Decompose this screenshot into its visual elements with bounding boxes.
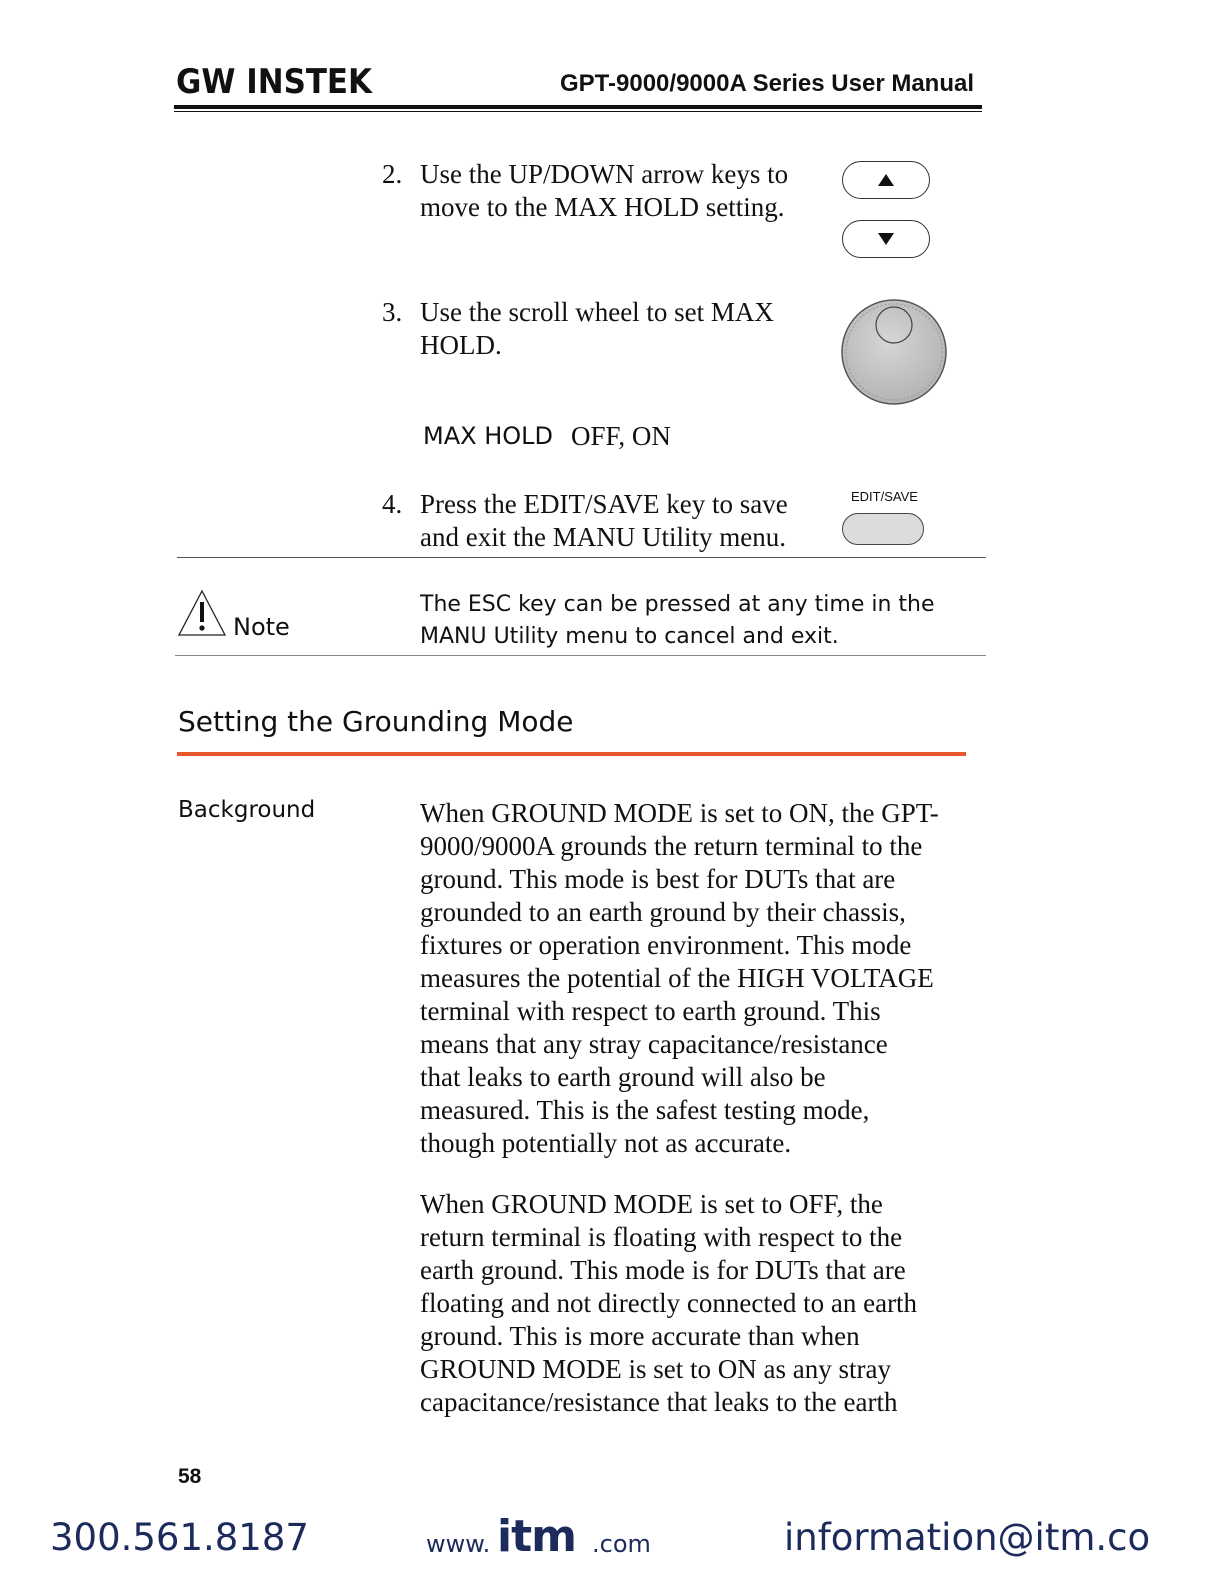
step-text bbox=[420, 158, 788, 224]
header-rule bbox=[174, 105, 982, 109]
setting-name: MAX HOLD bbox=[423, 422, 553, 450]
up-arrow-key-icon bbox=[842, 161, 930, 199]
paragraph-line: though potentially not as accurate. bbox=[420, 1128, 792, 1158]
paragraph-line: GROUND MODE is set to ON as any stray bbox=[420, 1354, 891, 1384]
step-line: Use the scroll wheel to set MAX bbox=[420, 297, 774, 327]
body-paragraph bbox=[420, 1188, 980, 1419]
footer-com: .com bbox=[592, 1530, 651, 1558]
manual-title: GPT-9000/9000A Series User Manual bbox=[560, 70, 974, 97]
note-text bbox=[420, 589, 980, 653]
paragraph-line: When GROUND MODE is set to OFF, the bbox=[420, 1189, 883, 1219]
paragraph-line: When GROUND MODE is set to ON, the GPT- bbox=[420, 798, 939, 828]
paragraph-line: 9000/9000A grounds the return terminal to the bbox=[420, 831, 923, 861]
step-number: 4. bbox=[382, 489, 403, 519]
note-line: The ESC key can be pressed at any time in the bbox=[420, 592, 935, 617]
header-rule-thin bbox=[174, 111, 982, 112]
note-line: MANU Utility menu to cancel and exit. bbox=[420, 624, 839, 649]
page-number: 58 bbox=[178, 1465, 202, 1488]
up-triangle-icon bbox=[878, 174, 894, 186]
scroll-wheel-icon bbox=[838, 296, 950, 408]
section-rule bbox=[177, 752, 966, 756]
footer-www: www. bbox=[426, 1530, 491, 1558]
edit-save-key-label: EDIT/SAVE bbox=[851, 489, 918, 504]
down-triangle-icon bbox=[878, 233, 894, 245]
divider bbox=[175, 655, 986, 656]
divider bbox=[177, 557, 986, 558]
paragraph-line: ground. This is more accurate than when bbox=[420, 1321, 860, 1351]
step-text bbox=[420, 488, 788, 554]
footer-email[interactable]: information@itm.co bbox=[784, 1516, 1151, 1559]
footer-phone[interactable]: 300.561.8187 bbox=[50, 1516, 309, 1559]
warning-triangle-icon bbox=[177, 588, 227, 638]
paragraph-line: return terminal is floating with respect to the bbox=[420, 1222, 903, 1252]
step-line: HOLD. bbox=[420, 330, 502, 360]
paragraph-line: that leaks to earth ground will also be bbox=[420, 1062, 826, 1092]
step-number: 2. bbox=[382, 159, 403, 189]
step-line: move to the MAX HOLD setting. bbox=[420, 192, 785, 222]
paragraph-line: floating and not directly connected to an earth bbox=[420, 1288, 918, 1318]
background-label: Background bbox=[178, 797, 316, 823]
itm-logo[interactable]: itm bbox=[497, 1511, 576, 1562]
gw-instek-logo bbox=[176, 62, 376, 100]
note-label: Note bbox=[233, 613, 290, 641]
step-text bbox=[420, 296, 774, 362]
paragraph-line: fixtures or operation environment. This mode bbox=[420, 930, 912, 960]
section-title: Setting the Grounding Mode bbox=[178, 705, 574, 738]
step-line: Press the EDIT/SAVE key to save bbox=[420, 489, 788, 519]
paragraph-line: measures the potential of the HIGH VOLTAGE bbox=[420, 963, 934, 993]
step-line: Use the UP/DOWN arrow keys to bbox=[420, 159, 789, 189]
paragraph-line: means that any stray capacitance/resistance bbox=[420, 1029, 888, 1059]
paragraph-line: earth ground. This mode is for DUTs that are bbox=[420, 1255, 906, 1285]
step-number: 3. bbox=[382, 297, 403, 327]
body-paragraph bbox=[420, 797, 980, 1160]
paragraph-line: measured. This is the safest testing mode, bbox=[420, 1095, 870, 1125]
setting-options: OFF, ON bbox=[571, 421, 671, 451]
paragraph-line: grounded to an earth ground by their chassis, bbox=[420, 897, 906, 927]
step-line: and exit the MANU Utility menu. bbox=[420, 522, 786, 552]
paragraph-line: capacitance/resistance that leaks to the earth bbox=[420, 1387, 898, 1417]
paragraph-line: ground. This mode is best for DUTs that are bbox=[420, 864, 896, 894]
edit-save-key-icon bbox=[842, 513, 924, 545]
paragraph-line: terminal with respect to earth ground. This bbox=[420, 996, 881, 1026]
svg-text:GW INSTEK: GW INSTEK bbox=[176, 62, 374, 100]
down-arrow-key-icon bbox=[842, 220, 930, 258]
